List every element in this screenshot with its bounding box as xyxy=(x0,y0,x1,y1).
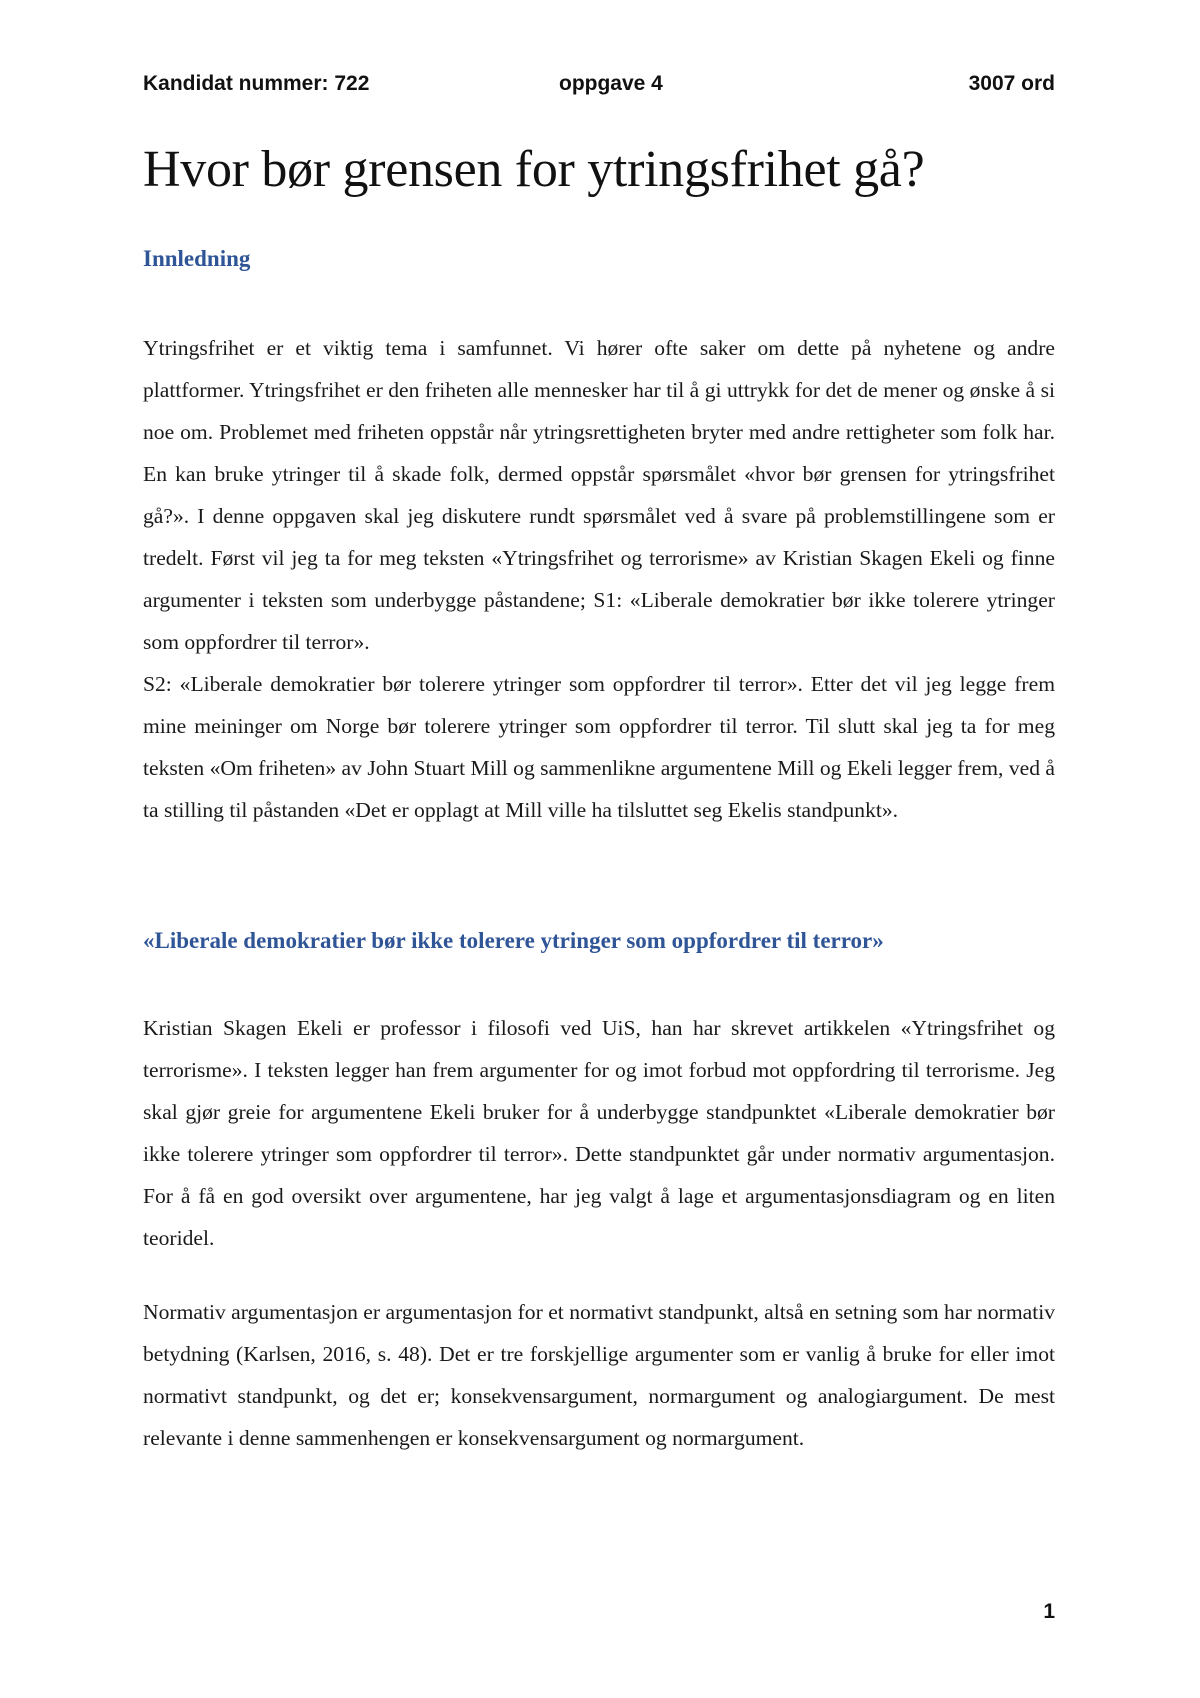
paragraph-text: S2: «Liberale demokratier bør tolerere ytringer som oppfordrer til terror». Etter det vil jeg legge frem mine meininger om Norge bør tolerere ytringer som oppfordrer til terror. Til slutt skal jeg ta for meg teksten «Om friheten» av John Stuart Mill og sammenlikne argumentene Mill og Ekeli legger frem, ved å ta stilling til påstanden «Det er opplagt at Mill ville ha tilsluttet seg Ekelis standpunkt». xyxy=(143,672,1055,822)
assignment-label: oppgave 4 xyxy=(559,72,663,95)
page-header xyxy=(143,72,1055,102)
section-heading-s1: «Liberale demokratier bør ikke tolerere ytringer som oppfordrer til terror» xyxy=(143,928,884,953)
page-number: 1 xyxy=(1043,1600,1055,1623)
paragraph-text: Ytringsfrihet er et viktig tema i samfunnet. Vi hører ofte saker om dette på nyhetene og andre plattformer. Ytringsfrihet er den friheten alle mennesker har til å gi uttrykk for det de mener og ønske å si noe om. Problemet med friheten oppstår når ytringsrettigheten bryter med andre rettigheter som folk har. En kan bruke ytringer til å skade folk, dermed oppstår spørsmålet «hvor bør grensen for ytringsfrihet gå?». I denne oppgaven skal jeg diskutere rundt spørsmålet ved å svare på problemstillingene som er tredelt. Først vil jeg ta for meg teksten «Ytringsfrihet og terrorisme» av Kristian Skagen Ekeli og finne argumenter i teksten som underbygge påstandene; S1: «Liberale demokratier bør ikke tolerere ytringer som oppfordrer til terror». xyxy=(143,336,1055,654)
section-heading-introduction: Innledning xyxy=(143,246,251,271)
word-count: 3007 ord xyxy=(968,72,1055,95)
body-paragraph: Kristian Skagen Ekeli er professor i filosofi ved UiS, han har skrevet artikkelen «Ytringsfrihet og terrorisme». I teksten legger han frem argumenter for og imot forbud mot oppfordring til terrorisme. Jeg skal gjør greie for argumentene Ekeli bruker for å underbygge standpunktet «Liberale demokratier bør ikke tolerere ytringer som oppfordrer til terror». Dette standpunktet går under normativ argumentasjon. For å få en god oversikt over argumentene, har jeg valgt å lage et argumentasjonsdiagram og en liten teoridel. xyxy=(143,1016,1055,1250)
body-paragraph: Normativ argumentasjon er argumentasjon for et normativt standpunkt, altså en setning som har normativ betydning (Karlsen, 2016, s. 48). Det er tre forskjellige argumenter som er vanlig å bruke for eller imot normativt standpunkt, og det er; konsekvensargument, normargument og analogiargument. De mest relevante i denne sammenhengen er konsekvensargument og normargument. xyxy=(143,1300,1055,1450)
body-paragraph xyxy=(143,327,1055,831)
candidate-number: Kandidat nummer: 722 xyxy=(143,72,370,95)
document-title: Hvor bør grensen for ytringsfrihet gå? xyxy=(143,141,925,198)
